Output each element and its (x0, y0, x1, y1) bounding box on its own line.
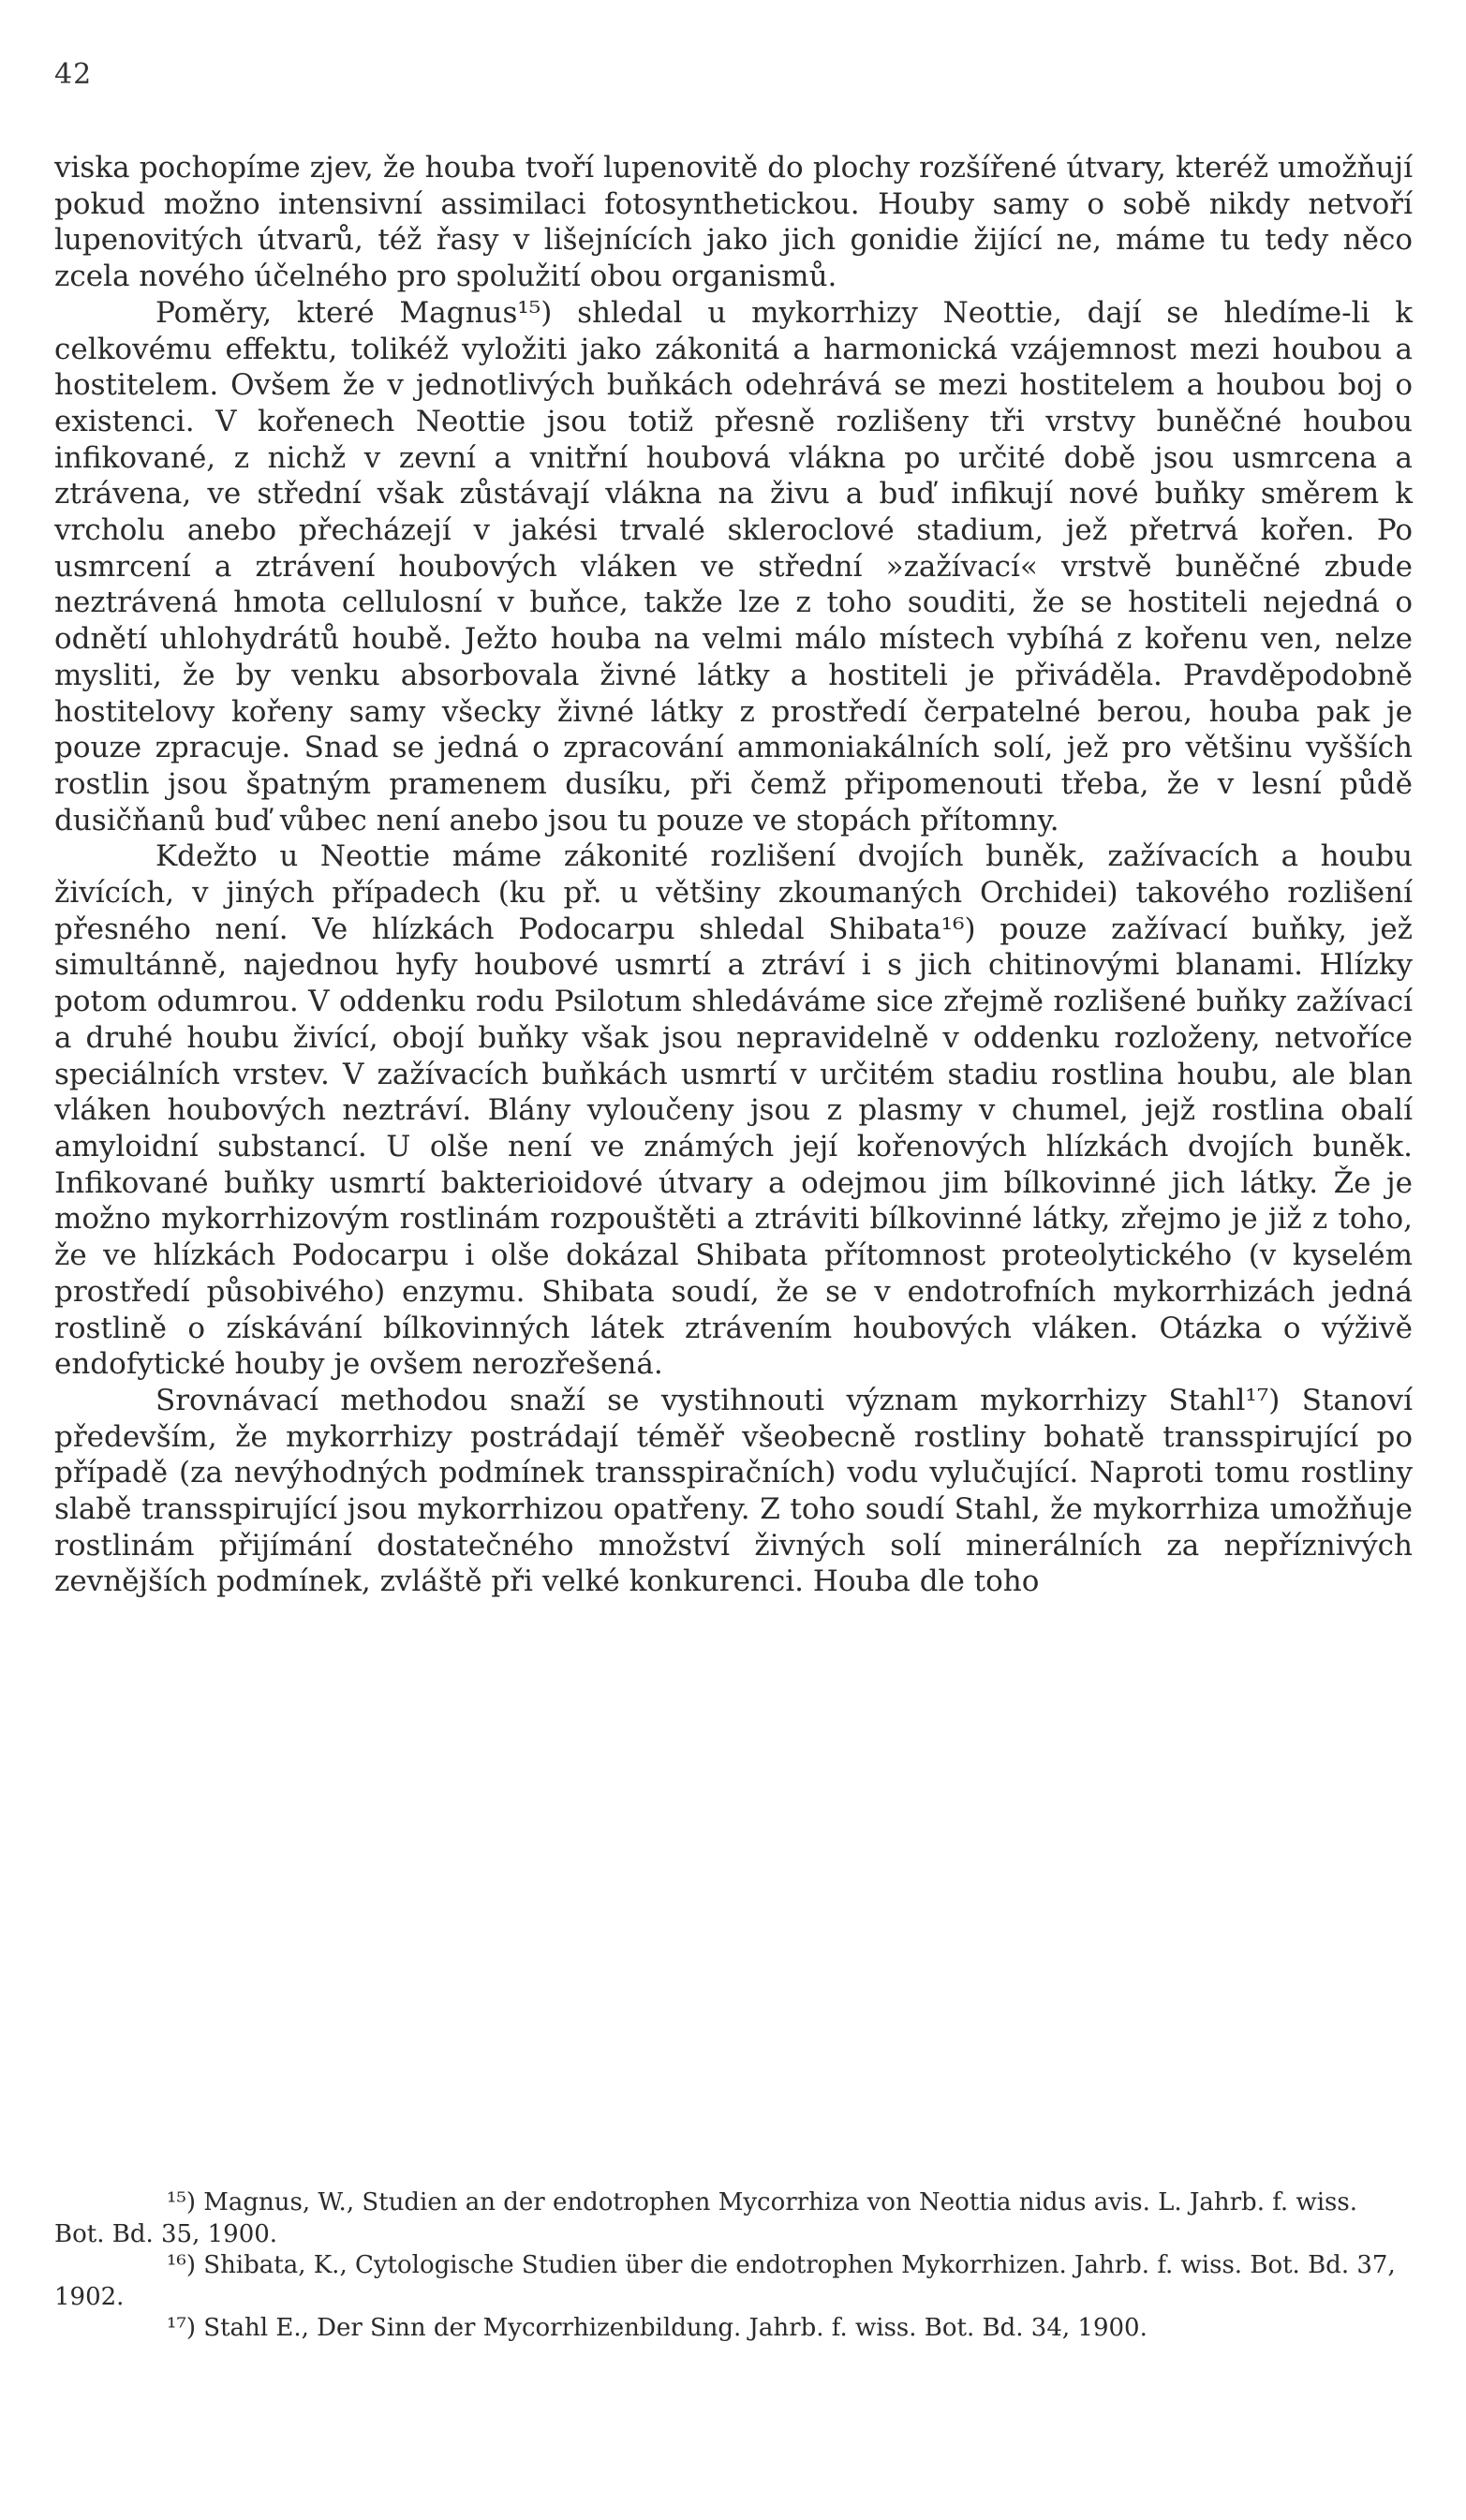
footnote: ¹⁵) Magnus, W., Studien an der endotrophen Mycorrhiza von Neottia nidus avis. L. Jahrb. f. wiss. Bot. Bd. 35, 1900. (54, 2188, 1357, 2248)
body-text (54, 150, 1413, 1600)
footnote: ¹⁷) Stahl E., Der Sinn der Mycorrhizenbildung. Jahrb. f. wiss. Bot. Bd. 34, 1900. (167, 2314, 1148, 2342)
footnote: ¹⁶) Shibata, K., Cytologische Studien über die endotrophen Mykorrhizen. Jahrb. f. wiss. Bot. Bd. 37, 1902. (54, 2251, 1396, 2311)
paragraph: Poměry, které Magnus¹⁵) shledal u mykorrhizy Neottie, dají se hledíme-li k celkovému effektu, tolikéž vyložiti jako zákonitá a harmonická vzájemnost mezi houbou a hostitelem. Ovšem že v jednotlivých buňkách odehrává se mezi hostitelem a houbou boj o existenci. V kořenech Neottie jsou totiž přesně rozlišeny tři vrstvy buněčné houbou infikované, z nichž v zevní a vnitřní houbová vlákna po určité době jsou usmrcena a ztrávena, ve střední však zůstávají vlákna na živu a buď infikují nové buňky směrem k vrcholu anebo přecházejí v jakési trvalé skleroclové stadium, jež přetrvá kořen. Po usmrcení a ztrávení houbových vláken ve střední »zažívací« vrstvě buněčné zbude neztrávená hmota cellulosní v buňce, takže lze z toho souditi, že se hostiteli nejedná o odnětí uhlohydrátů houbě. Ježto houba na velmi málo místech vybíhá z kořenu ven, nelze mysliti, že by venku absorbovala živné látky a hostiteli je přiváděla. Pravděpodobně hostitelovy kořeny samy všecky živné látky z prostředí čerpatelné berou, houba pak je pouze zpracuje. Snad se jedná o zpracování ammoniakálních solí, jež pro většinu vyšších rostlin jsou špatným pramenem dusíku, při čemž připomenouti třeba, že v lesní půdě dusičňanů buď vůbec není anebo jsou tu pouze ve stopách přítomny. (54, 295, 1413, 838)
paragraph: Srovnávací methodou snaží se vystihnouti význam mykorrhizy Stahl¹⁷) Stanoví především, že mykorrhizy postrádají téměř všeobecně rostliny bohatě transspirující po případě (za nevýhodných podmínek transspiračních) vodu vylučující. Naproti tomu rostliny slabě transspirující jsou mykorrhizou opatřeny. Z toho soudí Stahl, že mykorrhiza umožňuje rostlinám přijímání dostatečného množství živných solí minerálních za nepříznivých zevnějších podmínek, zvláště při velké konkurenci. Houba dle toho (54, 1383, 1413, 1599)
paragraph: viska pochopíme zjev, že houba tvoří lupenovitě do plochy rozšířené útvary, kteréž umožňují pokud možno intensivní assimilaci fotosynthetickou. Houby samy o sobě nikdy netvoří lupenovitých útvarů, též řasy v lišejnících jako jich gonidie žijící ne, máme tu tedy něco zcela nového účelného pro spolužití obou organismů. (54, 151, 1413, 294)
footnotes (54, 2187, 1413, 2345)
paragraph: Kdežto u Neottie máme zákonité rozlišení dvojích buněk, zažívacích a houbu živících, v jiných případech (ku př. u většiny zkoumaných Orchidei) takového rozlišení přesného není. Ve hlízkách Podocarpu shledal Shibata¹⁶) pouze zažívací buňky, jež simultánně, najednou hyfy houbové usmrtí a ztráví i s jich chitinovými blanami. Hlízky potom odumrou. V oddenku rodu Psilotum shledáváme sice zřejmě rozlišené buňky zažívací a druhé houbu živící, obojí buňky však jsou nepravidelně v oddenku rozloženy, netvoříce speciálních vrstev. V zažívacích buňkách usmrtí v určitém stadiu rostlina houbu, ale blan vláken houbových neztráví. Blány vyloučeny jsou z plasmy v chumel, jejž rostlina obalí amyloidní substancí. U olše není ve známých její kořenových hlízkách dvojích buněk. Infikované buňky usmrtí bakterioidové útvary a odejmou jim bílkovinné jich látky. Že je možno mykorrhizovým rostlinám rozpouštěti a ztráviti bílkovinné látky, zřejmo je již z toho, že ve hlízkách Podocarpu i olše dokázal Shibata přítomnost proteolytického (v kyselém prostředí působivého) enzymu. Shibata soudí, že se v endotrofních mykorrhizách jedná rostlině o získávání bílkovinných látek ztrávením houbových vláken. Otázka o výživě endofytické houby je ovšem nerozřešená. (54, 839, 1413, 1382)
page-number: 42 (54, 58, 93, 91)
